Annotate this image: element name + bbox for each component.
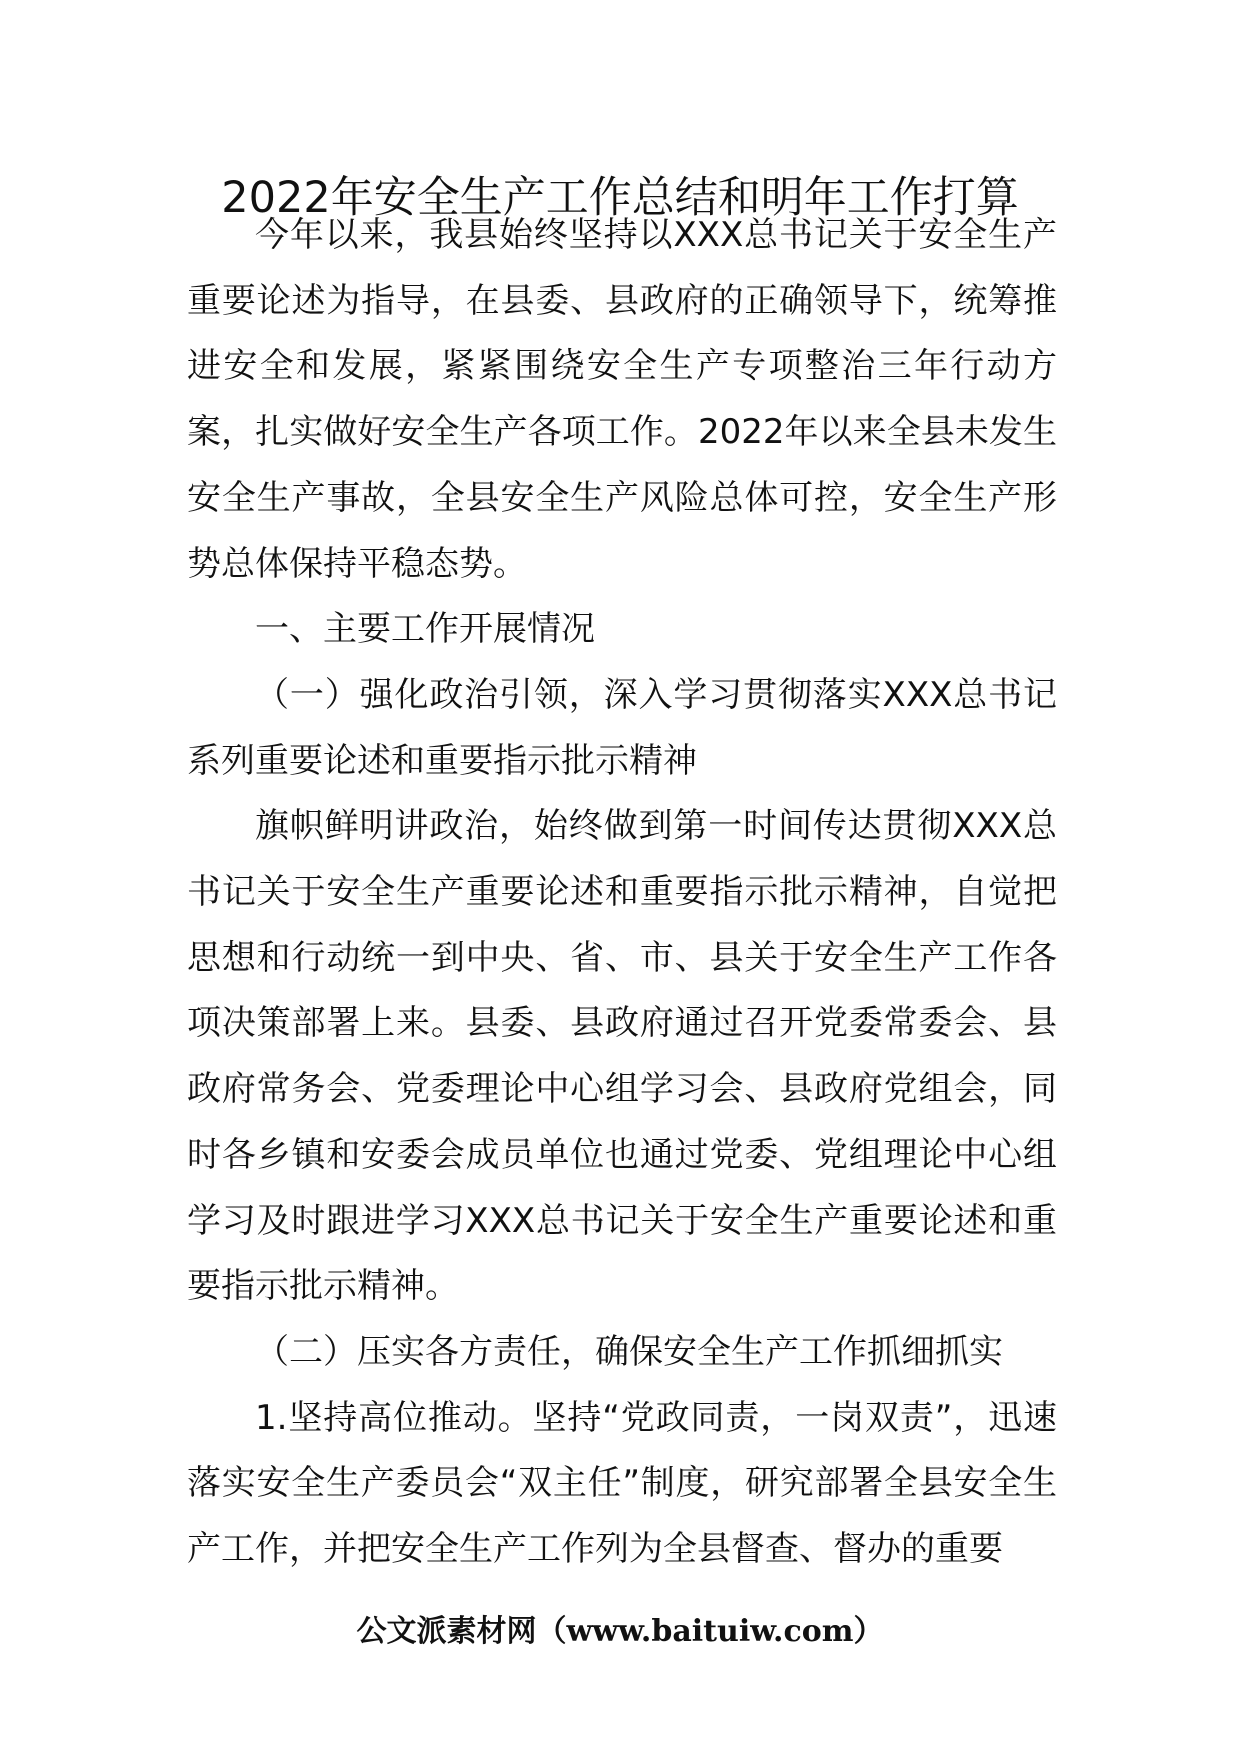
item-paragraph-1: 1.坚持高位推动。坚持“党政同责，一岗双责”，迅速落实安全生产委员会“双主任”制度，研究部署全县安全生产工作，并把安全生产工作列为全县督查、督办的重要 [187,1397,1057,1570]
subsection-body-1: 旗帜鲜明讲政治，始终做到第一时间传达贯彻XXX总书记关于安全生产重要论述和重要指示批示精神，自觉把思想和行动统一到中央、省、市、县关于安全生产工作各项决策部署上来。县委、县政府通过召开党委常委会、县政府常务会、党委理论中心组学习会、县政府党组会，同时各乡镇和安委会成员单位也通过党委、党组理论中心组学习及时跟进学习XXX总书记关于安全生产重要论述和重要指示批示精神。 [187,806,1057,1307]
document-title: 2022年安全生产工作总结和明年工作打算 [221,173,1019,223]
document-body [187,203,1057,1583]
footer-watermark: 公文派素材网（www.baituiw.com） [356,1614,884,1649]
subsection-heading-1: （一）强化政治引领，深入学习贯彻落实XXX总书记系列重要论述和重要指示批示精神 [187,674,1057,781]
intro-paragraph: 今年以来，我县始终坚持以XXX总书记关于安全生产重要论述为指导，在县委、县政府的正确领导下，统筹推进安全和发展，紧紧围绕安全生产专项整治三年行动方案，扎实做好安全生产各项工作。2022年以来全县未发生安全生产事故，全县安全生产风险总体可控，安全生产形势总体保持平稳态势。 [187,215,1057,584]
section-heading-1: 一、主要工作开展情况 [255,609,595,650]
subsection-heading-2: （二）压实各方责任，确保安全生产工作抓细抓实 [255,1331,1003,1372]
